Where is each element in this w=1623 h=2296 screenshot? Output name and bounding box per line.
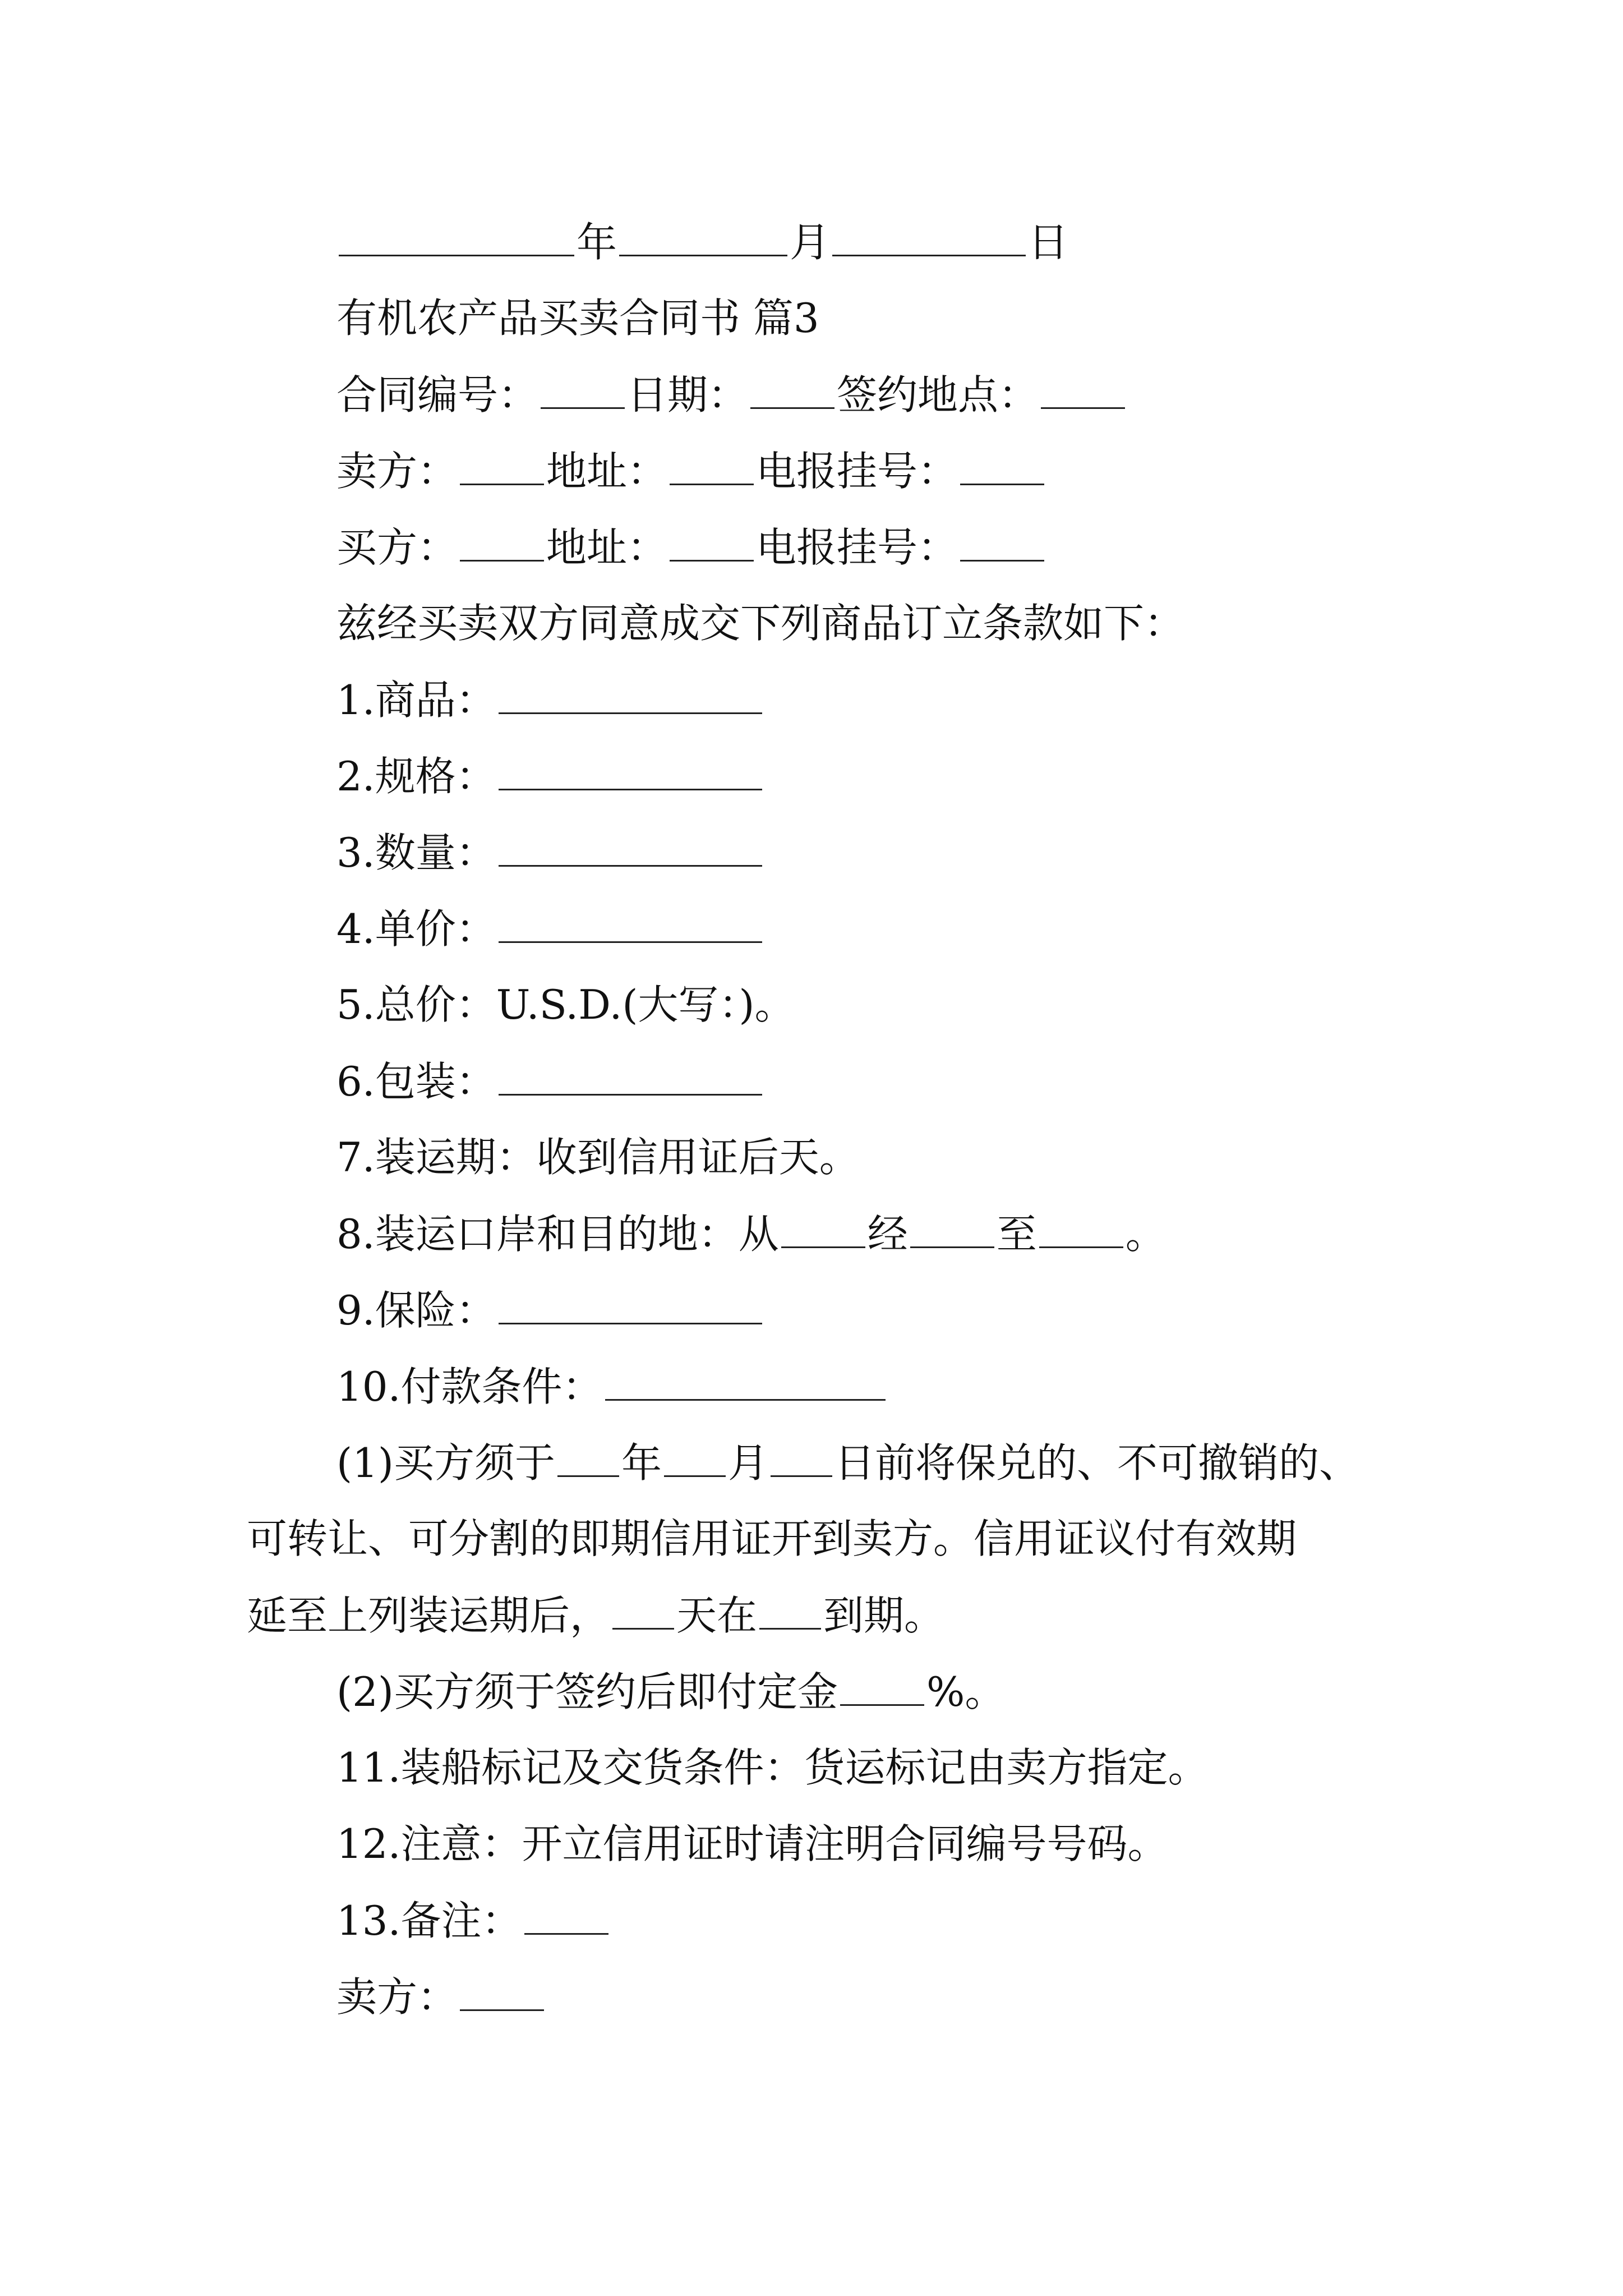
unit-price-blank <box>499 898 762 943</box>
item-13 <box>336 1889 611 1951</box>
year-label: 年 <box>577 219 617 266</box>
item-11: 11.装船标记及交货条件：货运标记由卖方指定。 <box>336 1744 1209 1791</box>
payment-1-before: 日前将保兑的、不可撤销的、 <box>834 1439 1360 1487</box>
item-13-label: 13.备注： <box>336 1897 522 1944</box>
port-via: 经 <box>867 1211 908 1258</box>
item-insurance-label: 9.保险： <box>336 1287 496 1334</box>
contract-header-line <box>336 364 1127 425</box>
place-blank <box>1041 364 1125 409</box>
goods-blank <box>499 669 762 714</box>
contract-no-blank <box>541 364 625 409</box>
port-from-blank <box>781 1203 865 1248</box>
seller-telegraph-label: 电报挂号： <box>756 448 958 495</box>
document-title: 有机农产品买卖合同书 篇3 <box>336 295 819 342</box>
item-unit-price-label: 4.单价： <box>336 905 496 953</box>
item-packing <box>336 1050 764 1112</box>
insurance-blank <box>499 1279 762 1324</box>
year-blank <box>339 211 574 256</box>
buyer-info-line <box>336 516 1046 578</box>
payment-2-end: %。 <box>926 1668 1006 1715</box>
seller-blank <box>460 440 544 485</box>
payment-1-year-blank <box>557 1432 619 1477</box>
buyer-address-label: 地址： <box>546 524 668 571</box>
buyer-telegraph-blank <box>960 516 1044 562</box>
item-spec-label: 2.规格： <box>336 753 496 800</box>
item-total: 5.总价：U.S.D.(大写：)。 <box>336 981 795 1028</box>
item-packing-label: 6.包装： <box>336 1058 496 1105</box>
item-goods-label: 1.商品： <box>336 677 496 724</box>
buyer-address-blank <box>670 516 754 562</box>
port-to: 至 <box>996 1211 1037 1258</box>
signature-seller <box>336 1966 546 2027</box>
payment-1-line2: 可转让、可分割的即期信用证开到卖方。信用证议付有效期 <box>247 1515 1297 1562</box>
item-shipment: 7.装运期：收到信用证后天。 <box>336 1134 860 1181</box>
seller-address-label: 地址： <box>546 448 668 495</box>
item-spec <box>336 745 764 807</box>
seller-address-blank <box>670 440 754 485</box>
remarks-blank <box>524 1889 608 1935</box>
item-port <box>336 1203 1166 1264</box>
seller-telegraph-blank <box>960 440 1044 485</box>
seller-label: 卖方： <box>336 448 458 495</box>
payment-1-start: (1)买方须于 <box>336 1439 555 1487</box>
payment-1-line3-start: 延至上列装运期后， <box>247 1592 611 1639</box>
contract-no-label: 合同编号： <box>336 371 539 418</box>
payment-1-day-blank <box>771 1432 832 1477</box>
payment-2-start: (2)买方须于签约后即付定金 <box>336 1668 838 1715</box>
payment-1-place-blank <box>759 1584 821 1630</box>
buyer-blank <box>460 516 544 562</box>
item-payment <box>336 1355 888 1417</box>
day-blank <box>832 211 1026 256</box>
port-end: 。 <box>1125 1211 1166 1258</box>
month-blank <box>619 211 787 256</box>
day-label: 日 <box>1028 219 1069 266</box>
payment-1-line3-end: 到期。 <box>823 1592 945 1639</box>
payment-1-month-blank <box>664 1432 726 1477</box>
signature-seller-blank <box>460 1966 544 2011</box>
payment-1-line1 <box>336 1432 1359 1493</box>
item-goods <box>336 669 764 730</box>
port-via-blank <box>910 1203 994 1248</box>
payment-1-line3 <box>247 1584 944 1646</box>
deposit-blank <box>840 1660 924 1706</box>
payment-1-days-blank <box>612 1584 674 1630</box>
port-prefix: 8.装运口岸和目的地：从 <box>336 1211 779 1258</box>
payment-blank <box>605 1355 886 1401</box>
buyer-label: 买方： <box>336 524 458 571</box>
item-unit-price <box>336 898 764 959</box>
date-label: 日期： <box>627 371 749 418</box>
month-label: 月 <box>790 219 831 266</box>
item-payment-label: 10.付款条件： <box>336 1363 603 1410</box>
payment-1-year: 年 <box>621 1439 662 1487</box>
port-to-blank <box>1039 1203 1123 1248</box>
buyer-telegraph-label: 电报挂号： <box>756 524 958 571</box>
date-line <box>336 211 1068 273</box>
seller-info-line <box>336 440 1046 501</box>
item-12: 12.注意：开立信用证时请注明合同编号号码。 <box>336 1820 1168 1867</box>
item-quantity-label: 3.数量： <box>336 829 496 876</box>
item-insurance <box>336 1279 764 1341</box>
item-quantity <box>336 821 764 883</box>
payment-1-month: 月 <box>728 1439 769 1487</box>
intro-text: 兹经买卖双方同意成交下列商品订立条款如下： <box>336 600 1185 647</box>
place-label: 签约地点： <box>837 371 1039 418</box>
payment-2-line <box>336 1660 1005 1722</box>
payment-1-line3-mid: 天在 <box>676 1592 758 1639</box>
spec-blank <box>499 745 762 790</box>
date-blank <box>750 364 834 409</box>
packing-blank <box>499 1050 762 1096</box>
signature-seller-label: 卖方： <box>336 1973 458 2021</box>
quantity-blank <box>499 821 762 867</box>
